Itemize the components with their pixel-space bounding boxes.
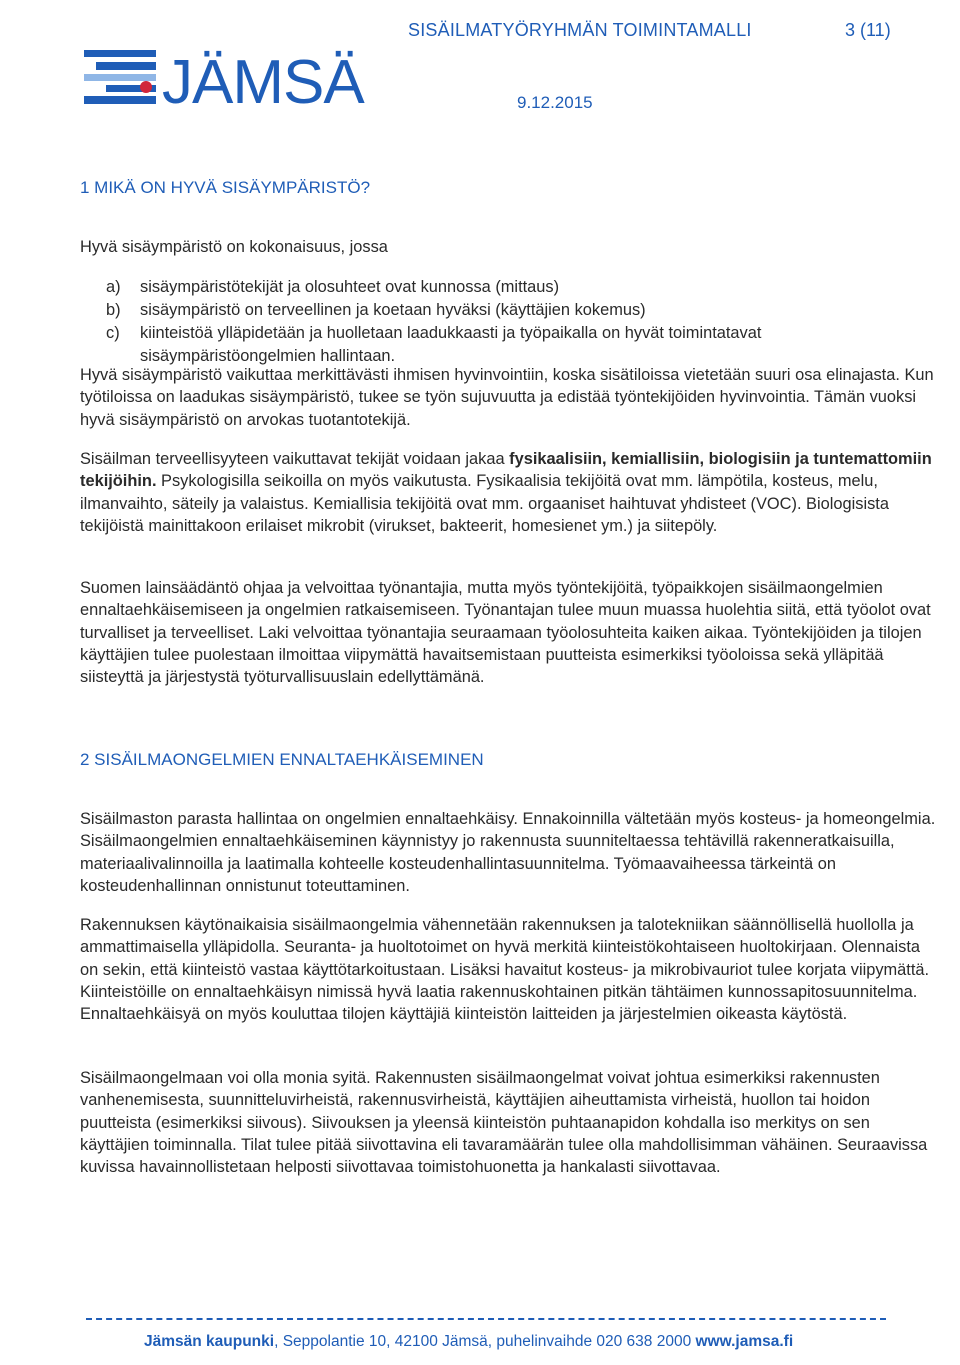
section-1-heading: 1 MIKÄ ON HYVÄ SISÄYMPÄRISTÖ? xyxy=(80,178,371,197)
section-2-paragraph-2: Rakennuksen käytönaikaisia sisäilmaongelmia vähennetään rakennuksen ja talotekniikan säännöllisellä huollolla ja ammattimaisella ylläpidolla. Seuranta- ja huoltotoimet on hyvä merkitä kiinteistökohtaiseen huoltokirjaan. Olennaista on sekin, että kiinteistö vastaa käyttötarkoitustaan. Lisäksi havaitut kosteus- ja mikrobivauriot tulee korjata viipymättä. Kiinteistöille on ennaltaehkäisyn nimissä hyvä laatia rakennuskohtainen pitkän tähtäimen kunnossapitosuunnitelma. Ennaltaehkäisyä on myös kouluttaa tilojen käyttäjiä kiinteistön laitteiden ja järjestelmien oikeasta käytöstä. xyxy=(80,916,930,1024)
p2-end: Psykologisilla seikoilla on myös vaikutusta. Fysikaalisia tekijöitä ovat mm. lämpötila, kosteus, melu, ilmanvaihto, säteily ja valaistus. Kemiallisia tekijöitä ovat mm. orgaaniset haihtuvat yhdisteet (VOC). Biologisista tekijöistä mainittakoon erilaiset mikrobit (virukset, bakteerit, homesienet ym.) ja siitepöly. xyxy=(80,472,889,535)
section-1-intro: Hyvä sisäympäristö on kokonaisuus, jossa xyxy=(80,238,388,256)
section-2-paragraph-3: Sisäilmaongelmaan voi olla monia syitä. Rakennusten sisäilmaongelmat voivat johtua esimerkiksi rakennusten vanhenemisesta, suunnitteluvirheistä, rakennusvirheistä, käyttäjien aiheuttamista virheistä, huollon tai hoidon puutteista (esimerkiksi siivous). Siivouksen ja yleensä kiinteistön puhtaanapidon kohdalla iso merkitys on sen käyttäjien toiminnalla. Tilat tulee pitää siivottavina eli tavaramäärän tulee olla mahdollisimman vähäinen. Seuraavissa kuvissa havainnollistetaan helposti siivottavaa toimistohuonetta ja hankalasti siivottavaa. xyxy=(80,1069,928,1177)
p2-bold-factors: fysikaalisiin, kemiallisiin, biologisiin ja tuntemattomiin tekijöihin. xyxy=(80,450,932,491)
footer-address: , Seppolantie 10, 42100 Jämsä, puhelinvaihde 020 638 2000 xyxy=(274,1333,696,1350)
list-text: sisäympäristötekijät ja olosuhteet ovat kunnossa (mittaus) xyxy=(140,278,560,296)
jamsa-logo-mark xyxy=(84,38,164,110)
document-date: 9.12.2015 xyxy=(517,93,593,112)
list-item xyxy=(106,276,926,299)
document-title: SISÄILMATYÖRYHMÄN TOIMINTAMALLI xyxy=(408,20,752,40)
list-marker: c) xyxy=(106,324,120,342)
list-marker: b) xyxy=(106,301,121,319)
footer xyxy=(144,1333,793,1351)
page-number: 3 (11) xyxy=(845,20,891,40)
footer-website-link[interactable]: www.jamsa.fi xyxy=(695,1333,794,1350)
list-item xyxy=(106,299,926,322)
list-text: sisäympäristö on terveellinen ja koetaan hyväksi (käyttäjien kokemus) xyxy=(140,301,646,319)
section-1-paragraph-3: Suomen lainsäädäntö ohjaa ja velvoittaa työnantajia, mutta myös työntekijöitä, työpaikkojen sisäilmaongelmien ennaltaehkäisemiseen ja ongelmien ratkaisemiseen. Työnantajan tulee muun muassa huolehtia siitä, että työolot ovat turvalliset ja terveelliset. Laki velvoittaa työnantajia seuraamaan työolosuhteita kaiken aikaa. Työntekijöiden ja tilojen käyttäjien tulee puolestaan ilmoittaa viipymättä havaitsemistaan puutteista esimerkiksi työoloissa sekä ylläpitää siisteyttä ja järjestystä työturvallisuuslain edellyttämänä. xyxy=(80,579,931,687)
section-2-paragraph-1: Sisäilmaston parasta hallintaa on ongelmien ennaltaehkäisy. Ennakoinnilla vältetään myös kosteus- ja homeongelmia. Sisäilmaongelmien ennaltaehkäiseminen käynnistyy jo rakennusta suunniteltaessa tehtävillä rakenneratkaisuilla, materiaalivalinnoilla ja laatimalla kohteelle kosteudenhallintasuunnitelma. Työmaavaiheessa tärkeintä on kosteudenhallinnan onnistunut toteuttaminen. xyxy=(80,810,936,895)
list-item xyxy=(106,322,926,368)
section-1-paragraph-2 xyxy=(80,448,940,537)
list-text: kiinteistöä ylläpidetään ja huolletaan laadukkaasti ja työpaikalla on hyvät toimintatavat sisäympäristöongelmien hallintaan. xyxy=(140,324,762,365)
section-2-heading: 2 SISÄILMAONGELMIEN ENNALTAEHKÄISEMINEN xyxy=(80,750,484,769)
jamsa-logo xyxy=(84,38,364,117)
footer-divider xyxy=(86,1318,886,1320)
list-marker: a) xyxy=(106,278,121,296)
logo-text: JÄMSÄ xyxy=(162,48,364,117)
footer-org: Jämsän kaupunki xyxy=(144,1333,275,1350)
section-1-paragraph-1: Hyvä sisäympäristö vaikuttaa merkittävästi ihmisen hyvinvointiin, koska sisätiloissa vietetään suuri osa elinajasta. Kun työtiloissa on laadukas sisäympäristö, tukee se työn sujuvuutta ja edistää työntekijöiden hyvinvointia. Tämän vuoksi hyvä sisäympäristö on arvokas tuotantotekijä. xyxy=(80,366,934,429)
p2-start: Sisäilman terveellisyyteen vaikuttavat tekijät voidaan jakaa xyxy=(80,450,510,468)
section-1-list xyxy=(106,276,926,368)
